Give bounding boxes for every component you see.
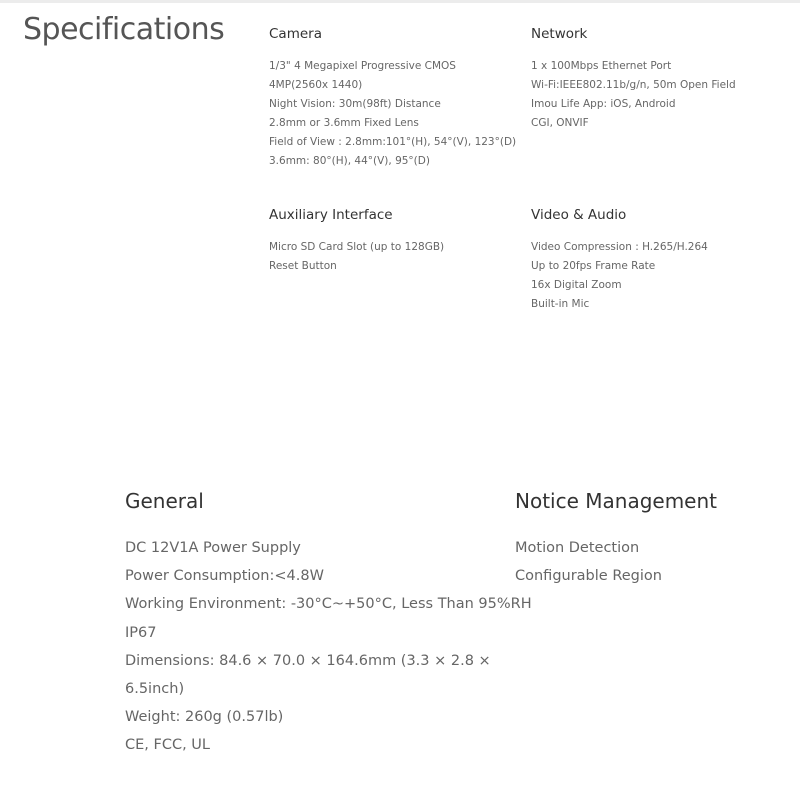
- list-item: Motion Detection: [515, 540, 640, 556]
- list-item: Imou Life App: iOS, Android: [531, 98, 676, 110]
- notice-heading: Notice Management: [515, 489, 718, 513]
- notice-section: [515, 488, 785, 590]
- list-item: IP67: [125, 624, 157, 641]
- list-item: Night Vision: 30m(98ft) Distance: [269, 98, 441, 110]
- list-item: Reset Button: [269, 260, 337, 272]
- network-heading: Network: [531, 26, 588, 42]
- network-section: [531, 25, 791, 133]
- video-audio-heading: Video & Audio: [531, 207, 627, 223]
- list-item: 3.6mm: 80°(H), 44°(V), 95°(D): [269, 155, 430, 167]
- list-item: 16x Digital Zoom: [531, 279, 622, 291]
- general-list: [125, 534, 532, 760]
- list-item: CGI, ONVIF: [531, 117, 589, 129]
- camera-section: [269, 25, 529, 171]
- list-item: Power Consumption:<4.8W: [125, 568, 324, 585]
- camera-heading: Camera: [269, 26, 322, 42]
- list-item: Up to 20fps Frame Rate: [531, 260, 656, 272]
- list-item: Built-in Mic: [531, 298, 590, 310]
- list-item: CE, FCC, UL: [125, 737, 211, 754]
- list-item: 1 x 100Mbps Ethernet Port: [531, 60, 672, 72]
- general-section: [125, 488, 532, 760]
- auxiliary-heading: Auxiliary Interface: [269, 207, 393, 223]
- camera-list: [269, 57, 529, 171]
- list-item: Working Environment: -30°C~+50°C, Less Than 95%RH: [125, 596, 532, 613]
- auxiliary-list: [269, 238, 529, 276]
- list-item: 4MP(2560x 1440): [269, 79, 363, 91]
- video-audio-list: [531, 238, 791, 314]
- list-item: DC 12V1A Power Supply: [125, 540, 301, 556]
- auxiliary-section: [269, 206, 529, 276]
- notice-list: [515, 534, 785, 590]
- list-item: Weight: 260g (0.57lb): [125, 709, 284, 726]
- list-item: Video Compression : H.265/H.264: [531, 241, 708, 253]
- list-item: Wi-Fi:IEEE802.11b/g/n, 50m Open Field: [531, 79, 736, 91]
- general-heading: General: [125, 489, 204, 513]
- list-item: 1/3" 4 Megapixel Progressive CMOS: [269, 60, 456, 72]
- list-item: 2.8mm or 3.6mm Fixed Lens: [269, 117, 419, 129]
- list-item: Configurable Region: [515, 568, 662, 585]
- list-item: Dimensions: 84.6 × 70.0 × 164.6mm (3.3 × 2.8 ×: [125, 652, 491, 669]
- top-divider: [0, 0, 800, 3]
- page-title: Specifications: [23, 12, 225, 47]
- list-item: Field of View : 2.8mm:101°(H), 54°(V), 123°(D): [269, 136, 517, 148]
- list-item: 6.5inch): [125, 681, 185, 698]
- list-item: Micro SD Card Slot (up to 128GB): [269, 241, 445, 253]
- network-list: [531, 57, 791, 133]
- video-audio-section: [531, 206, 791, 314]
